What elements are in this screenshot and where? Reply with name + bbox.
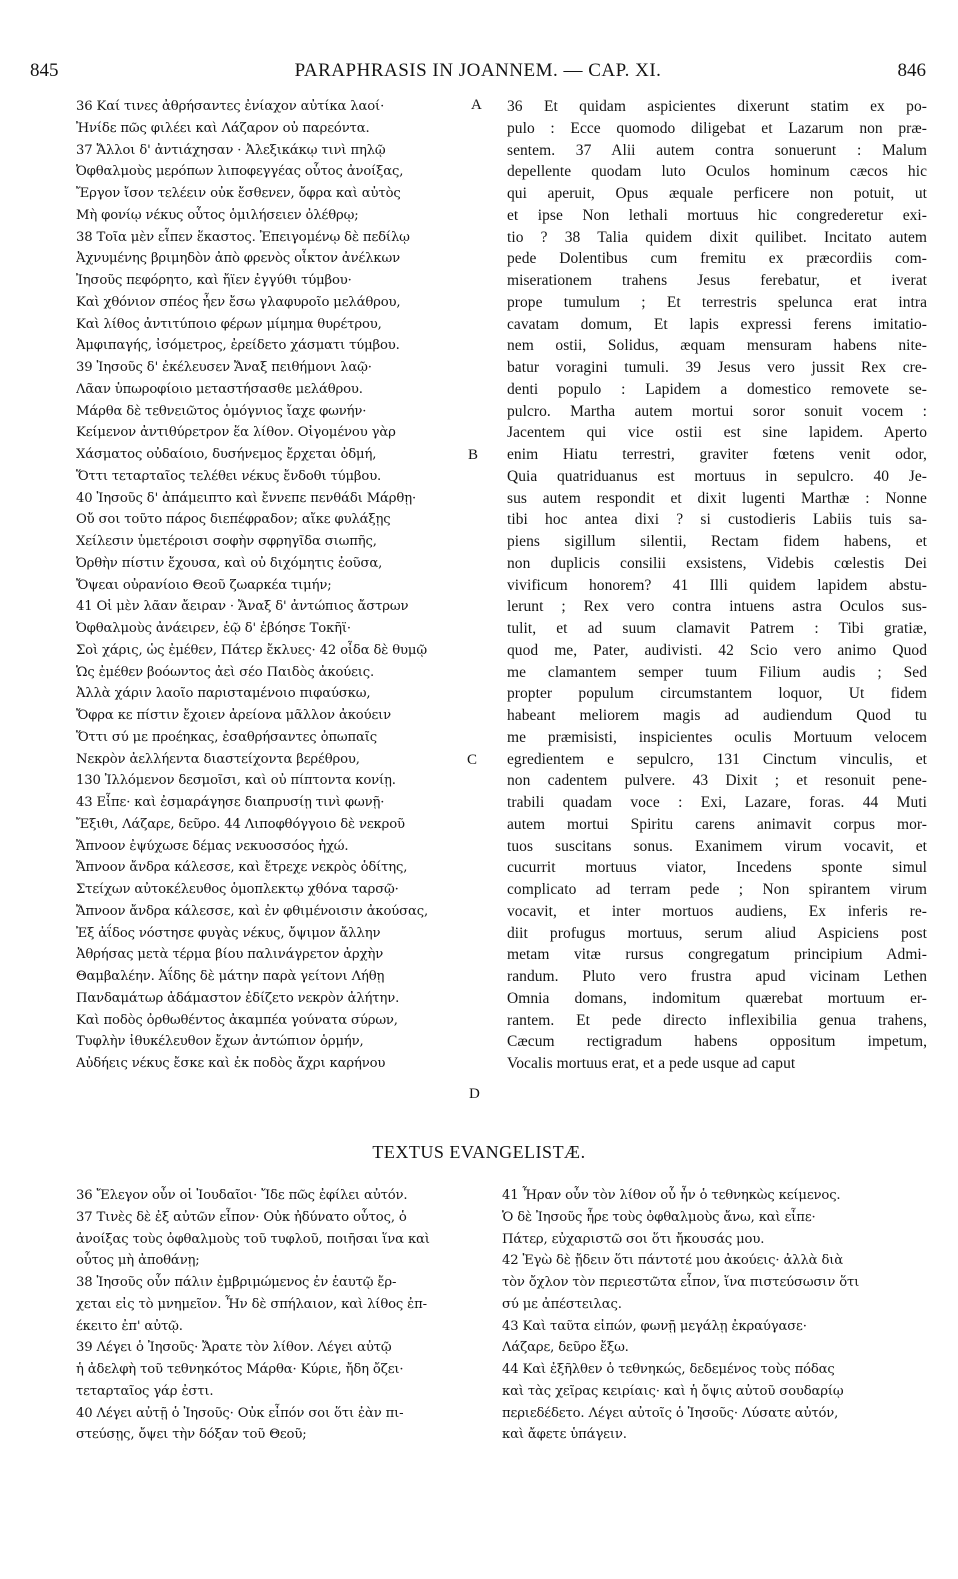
text-line: Ὄφρα κε πίστιν ἔχοιεν ἀρείονα μᾶλλον ἀκούειν	[76, 708, 392, 723]
text-line: Στείχων αὐτοκέλευθος ὁμοπλεκτῳ χθόνα ταρσῷ·	[76, 882, 399, 897]
text-line: quod me, Pater, audivisti. 42 Scio vero animo Quod	[507, 641, 927, 659]
margin-marker-b: B	[468, 447, 479, 463]
text-line: 36 Ἔλεγον οὖν οἱ Ἰουδαῖοι· Ἴδε πῶς ἐφίλει αὐτόν.	[76, 1188, 408, 1203]
text-line: tibi hoc antea dixi ? si custodieris Labiis tuis sa-	[507, 511, 927, 529]
text-line: Ὀφθαλμοὺς μερόπων λιποφεγγέας οὗτος ἀνοίξας,	[76, 164, 404, 180]
text-line: depellente quodam luto Oculos hominum cæcos hic	[507, 163, 927, 181]
text-line: Καὶ χθόνιον σπέος ἦεν ἔσω γλαφυροῖο μελάθρου,	[76, 294, 401, 310]
text-line: vocavit, et inter mortuos audiens, Ex inferis re-	[507, 902, 927, 920]
text-line: χεται εἰς τὸ μνημεῖον. Ἦν δὲ σπήλαιον, καὶ λίθος ἐπ-	[76, 1296, 427, 1312]
text-line: Jacentem qui vice ostii est sine lapidem. Aperto	[507, 424, 927, 442]
text-line: 40 Ἰησοῦς δ' ἀπάμειπτο καὶ ἔννεπε πενθάδι Μάρθῃ·	[76, 490, 416, 506]
text-line: Θαμβαλέην. Ἀΐδης δὲ μάτην παρὰ γείτονι Λήθῃ	[76, 969, 385, 984]
text-line: τεταρταῖος γάρ ἐστι.	[76, 1383, 214, 1399]
text-line: tulit, et ad suum clamavit Patrem : Tibi gratiæ,	[507, 620, 927, 637]
margin-marker-d: D	[469, 1086, 480, 1102]
text-line: Νεκρὸν ἀελλήεντα διαστείχοντα βερέθρου,	[76, 751, 360, 767]
text-line: lerunt ; Rex vero contra intuens astra Oculos sus-	[507, 598, 927, 616]
text-line: Ἀχνυμένης βριμηδὸν ἀπὸ φρενὸς οἶκτον ἀνέλκων	[76, 251, 400, 267]
text-line: non cadentem pulvere. 43 Dixit ; et resonuit pene-	[507, 772, 927, 790]
text-line: vivificum honorem? 41 Illi quidem lapidem abstu-	[507, 576, 927, 594]
text-line: ἡ ἀδελφὴ τοῦ τεθνηκότος Μάρθα· Κύριε, ἤδη ὄζει·	[76, 1362, 404, 1377]
text-line: ἀνοίξας τοὺς ὀφθαλμοὺς τοῦ τυφλοῦ, ποιῆσαι ἵνα καὶ	[76, 1231, 430, 1247]
text-line: 44 Καὶ ἐξῆλθεν ὁ τεθνηκώς, δεδεμένος τοὺς πόδας	[502, 1362, 835, 1377]
text-line: metam vitæ rursus congregatum principium Admi-	[507, 946, 927, 964]
text-line: Ἀθρήσας μετὰ τέρμα βίου παλινάγρετον ἀρχὴν	[76, 947, 384, 963]
text-line: pede Dolentibus cum fremitu ex præcordiis com-	[507, 250, 927, 268]
text-line: 36 Καί τινες ἀθρήσαντες ἐνίαχον αὐτίκα λαοί·	[76, 99, 385, 114]
text-line: Omnia domans, indomitum quærebat mortuum er-	[507, 989, 927, 1007]
text-line: 43 Καὶ ταῦτα εἰπών, φωνῇ μεγάλῃ ἐκραύγασε·	[502, 1318, 807, 1334]
text-line: Οὔ σοι τοῦτο πάρος διεπέφραδον; αἴκε φυλάξῃς	[76, 512, 391, 528]
gospel-text-right-column	[502, 1185, 928, 1446]
text-line: έκειτο ἐπ' αὐτῷ.	[76, 1318, 183, 1334]
text-line: 38 Ἰησοῦς οὖν πάλιν ἐμβριμώμενος ἐν ἑαυτῷ ἔρ-	[76, 1275, 397, 1290]
text-line: Ἀλλὰ χάριν λαοῖο παρισταμένοιο πιφαύσκω,	[76, 686, 371, 702]
text-line: autem mortui Spiritu carens animavit corpus mor-	[507, 815, 927, 833]
latin-translation-column	[507, 96, 927, 1075]
text-line: σύ με ἀπέστειλας.	[502, 1296, 622, 1312]
text-line: enim Hiatu terrestri, graviter fœtens venit odor,	[507, 446, 927, 463]
text-line: trabili quadam voce : Exi, Lazare, foras. 44 Muti	[507, 794, 927, 811]
text-line: Λάζαρε, δεῦρο ἔξω.	[502, 1340, 629, 1356]
text-line: Αὐδήεις νέκυς ἔσκε καὶ ἐκ ποδὸς ἄχρι καρήνου	[76, 1056, 386, 1071]
text-line: Κείμενον ἀντιθύρετρον ἕα λίθον. Οἰγομένου γὰρ	[76, 425, 396, 441]
text-line: Ὀρθὴν πίστιν ἔχουσα, καὶ οὐ διχόμητις ἐοῦσα,	[76, 555, 383, 571]
text-line: Πανδαμάτωρ ἀδάμαστον ἐδίζετο νεκρὸν ἀλήτην.	[76, 990, 400, 1006]
text-line: complicato ad terram pede ; Non spirantem virum	[507, 881, 927, 898]
text-line: Σοὶ χάρις, ὡς ἐμέθεν, Πάτερ ἔκλυες· 42 οἶδα δὲ θυμῷ	[76, 642, 427, 658]
greek-verse-column	[76, 96, 468, 1075]
text-line: στεύσῃς, ὄψει τὴν δόξαν τοῦ Θεοῦ;	[76, 1427, 307, 1443]
text-line: pulo : Ecce quomodo diligebat et Lazarum non præ-	[507, 119, 927, 137]
text-line: 42 Ἐγὼ δὲ ᾔδειν ὅτι πάντοτέ μου ἀκούεις· ἀλλὰ διὰ	[502, 1253, 844, 1269]
text-line: καὶ τὰς χεῖρας κειρίαις· καὶ ἡ ὄψις αὐτοῦ σουδαρίῳ	[502, 1383, 844, 1399]
text-line: sentem. 37 Alii autem contra sonuerunt : Malum	[507, 141, 927, 159]
text-line: 37 Ἄλλοι δ' ἀντιάχησαν · Ἀλεξικάκῳ τινὶ πηλῷ	[76, 142, 386, 158]
text-line: Ἄπνοον ἐψύχωσε δέμας νεκυοσσόος ἠχώ.	[76, 838, 349, 854]
text-line: qui aperuit, Opus æquale perficere non potuit, ut	[507, 185, 927, 202]
text-line: Τυφλὴν ἰθυκέλευθον ἔχων ἀντώπιον ὁρμήν,	[76, 1034, 364, 1050]
text-line: 37 Τινὲς δὲ ἐξ αὐτῶν εἶπον· Οὐκ ἠδύνατο οὗτος, ὁ	[76, 1209, 407, 1225]
text-line: 40 Λέγει αὐτῇ ὁ Ἰησοῦς· Οὐκ εἶπόν σοι ὅτι ἐὰν πι-	[76, 1405, 404, 1421]
text-line: 39 Ἰησοῦς δ' ἐκέλευσεν Ἄναξ πειθήμονι λαῷ·	[76, 360, 372, 375]
text-line: propter populum circumstantem loquor, Ut fidem	[507, 685, 927, 703]
text-line: miserationem trahens Jesus ferebatur, et iverat	[507, 272, 927, 289]
page-number-right: 846	[897, 60, 926, 81]
text-line: Vocalis mortuus erat, et a pede usque ad caput	[507, 1055, 796, 1072]
text-line: nem ostii, Solidus, æquam mensuram habens nite-	[507, 337, 927, 355]
text-line: cucurrit mortuus viator, Incedens sponte simul	[507, 859, 927, 877]
text-line: Χάσματος οὐδαίοιο, δυσήνεμος ἔρχεται ὀδμή,	[76, 447, 377, 462]
text-line: randum. Pluto vero frustra apud vicinam Lethen	[507, 968, 927, 985]
text-line: Ἔργον ἴσον τελέειν οὐκ ἔσθενεν, ὄφρα καὶ αὐτὸς	[76, 186, 401, 201]
margin-marker-c: C	[467, 752, 478, 768]
text-line: sus autem respondit et dixit lugenti Marthæ : Nonne	[507, 489, 927, 507]
text-line: 43 Εἶπε· καὶ ἐσμαράγησε διαπρυσίῃ τινὶ φωνῇ·	[76, 795, 385, 810]
section-title: TEXTUS EVANGELISTÆ.	[372, 1142, 586, 1162]
text-line: Cæcum rectigradum habens oppositum impetum,	[507, 1033, 927, 1051]
text-line: Ὀφθαλμοὺς ἀνάειρεν, ἑῷ δ' ἐβόησε Τοκῆϊ·	[76, 621, 351, 636]
text-line: 36 Et quidam aspicientes dixerunt statim ex po-	[507, 98, 927, 115]
text-line: Ἄπνοον ἄνδρα κάλεσσε, καὶ ἐν φθιμένοισιν ἀκούσας,	[76, 903, 429, 919]
text-line: denti populo : Lapidem a domestico removete se-	[507, 380, 927, 398]
text-line: περιεδέδετο. Λέγει αὐτοῖς ὁ Ἰησοῦς· Λύσατε αὐτόν,	[502, 1405, 839, 1421]
text-line: Quia quatriduanus est mortuus in sepulcro. 40 Je-	[507, 467, 927, 485]
text-line: τὸν ὄχλον τὸν περιεστῶτα εἶπον, ἵνα πιστεύσωσιν ὅτι	[502, 1275, 860, 1290]
text-line: Ἔξιθι, Λάζαρε, δεῦρο. 44 Λιποφθόγγοιο δὲ νεκροῦ	[76, 816, 405, 832]
text-line: Ὁ δὲ Ἰησοῦς ἦρε τοὺς ὀφθαλμοὺς ἄνω, καὶ εἶπε·	[502, 1209, 816, 1225]
running-title: PARAPHRASIS IN JOANNEM. — CAP. XI.	[294, 60, 662, 81]
text-line: habeant meliorem magis ad audiendum Quod tu	[507, 707, 927, 724]
text-line: Λᾶαν ὑπωροφίοιο μεταστήσασθε μελάθρου.	[76, 381, 363, 397]
text-line: καὶ ἄφετε ὑπάγειν.	[502, 1427, 627, 1443]
text-line: piens sigillum silentii, Rectam fidem habens, et	[507, 533, 927, 550]
running-header	[30, 60, 926, 86]
text-line: rantem. Et pede directo inflexibilia genua trahens,	[507, 1011, 927, 1029]
margin-marker-a: A	[471, 97, 482, 113]
text-line: Ὅττι τεταρταῖος τελέθει νέκυς ἔνδοθι τύμβου.	[76, 468, 382, 484]
text-line: pulcro. Martha autem mortui soror sonuit vocem :	[507, 402, 927, 420]
text-line: tuos suscitans sonus. Exanimem virum vocavit, et	[507, 837, 927, 855]
text-line: 130 Ἰλλόμενον δεσμοῖσι, καὶ οὐ πίπτοντα κονίῃ.	[76, 773, 396, 789]
text-line: οὗτος μὴ ἀποθάνῃ;	[76, 1253, 200, 1269]
text-line: 41 Ἦραν οὖν τὸν λίθον οὗ ἦν ὁ τεθνηκὼς κείμενος.	[502, 1188, 841, 1203]
text-line: Ὅττι σύ με προέηκας, ἐσαθρήσαντες ὀπωπαῖς	[76, 729, 378, 745]
text-line: 38 Τοῖα μὲν εἶπεν ἕκαστος. Ἐπειγομένῳ δὲ πεδίλῳ	[76, 229, 410, 245]
text-line: Ἐξ ἀΐδος νόστησε φυγὰς νέκυς, ὄψιμον ἄλλην	[76, 925, 381, 941]
text-line: Χείλεσιν ὑμετέροισι σοφὴν σφρηγῖδα σιωπῆς,	[76, 534, 377, 549]
text-line: cavatam domum, Et lapis expressi ferens imitatio-	[507, 315, 927, 333]
text-line: non duplicis consilii exsistens, Videbis cœlestis Dei	[507, 554, 927, 572]
page-number-left: 845	[30, 60, 59, 81]
text-line: et ipse Non lethali mortuus hic congrederetur exi-	[507, 206, 927, 224]
text-line: Ἰησοῦς πεφόρητο, καὶ ἤϊεν ἐγγύθι τύμβου·	[76, 273, 352, 288]
text-line: Ἀμφιπαγής, ἰσόμετρος, ἐρείδετο χάσματι τύμβου.	[76, 338, 400, 354]
text-line: batur voragini tumuli. 39 Jesus vero jussit Rex cre-	[507, 359, 927, 376]
text-line: 41 Οἱ μὲν λᾶαν ἄειραν · Ἄναξ δ' ἀντώπιος ἄστρων	[76, 599, 409, 615]
text-line: 39 Λέγει ὁ Ἰησοῦς· Ἄρατε τὸν λίθον. Λέγει αὐτῷ	[76, 1340, 392, 1356]
text-line: Ἠνίδε πῶς φιλέει καὶ Λάζαρον οὐ παρεόντα.	[76, 120, 370, 136]
gospel-text-left-column	[76, 1185, 476, 1446]
text-line: Πάτερ, εὐχαριστῶ σοι ὅτι ἤκουσάς μου.	[502, 1231, 765, 1247]
text-line: Ὄψεαι οὐρανίοιο Θεοῦ ζωαρκέα τιμήν;	[76, 577, 332, 593]
text-line: Ἄπνοον ἄνδρα κάλεσσε, καὶ ἔτρεχε νεκρὸς ὁδίτης,	[76, 860, 408, 876]
text-line: tio ? 38 Talia quidem dixit quilibet. Incitato autem	[507, 228, 927, 246]
text-line: Μὴ φονίῳ νέκυς οὗτος ὁμιλήσειεν ὀλέθρῳ;	[76, 207, 359, 223]
text-line: me præmisisti, inspicientes oculis Mortuum velocem	[507, 728, 927, 746]
text-line: me clamantem semper tuum Filium audis ; Sed	[507, 663, 927, 681]
text-line: Καὶ λίθος ἀντιτύποιο φέρων μίμημα θυρέτρου,	[76, 316, 382, 332]
text-line: Καὶ ποδὸς ὀρθωθέντος ἀκαμπέα γούνατα σύρων,	[76, 1012, 398, 1028]
text-line: prope tumulum ; Et terrestris spelunca erat intra	[507, 293, 927, 311]
text-line: diit profugus mortuus, serum aliud Aspiciens post	[507, 924, 927, 942]
text-line: Ὡς ἐμέθεν βοόωντος ἀεὶ σέο Παιδὸς ἀκούεις.	[76, 664, 375, 680]
text-line: egredientem e sepulcro, 131 Cinctum vinculis, et	[507, 750, 927, 768]
text-line: Μάρθα δὲ τεθνειῶτος ὁμόγνιος ἴαχε φωνήν·	[76, 403, 367, 419]
